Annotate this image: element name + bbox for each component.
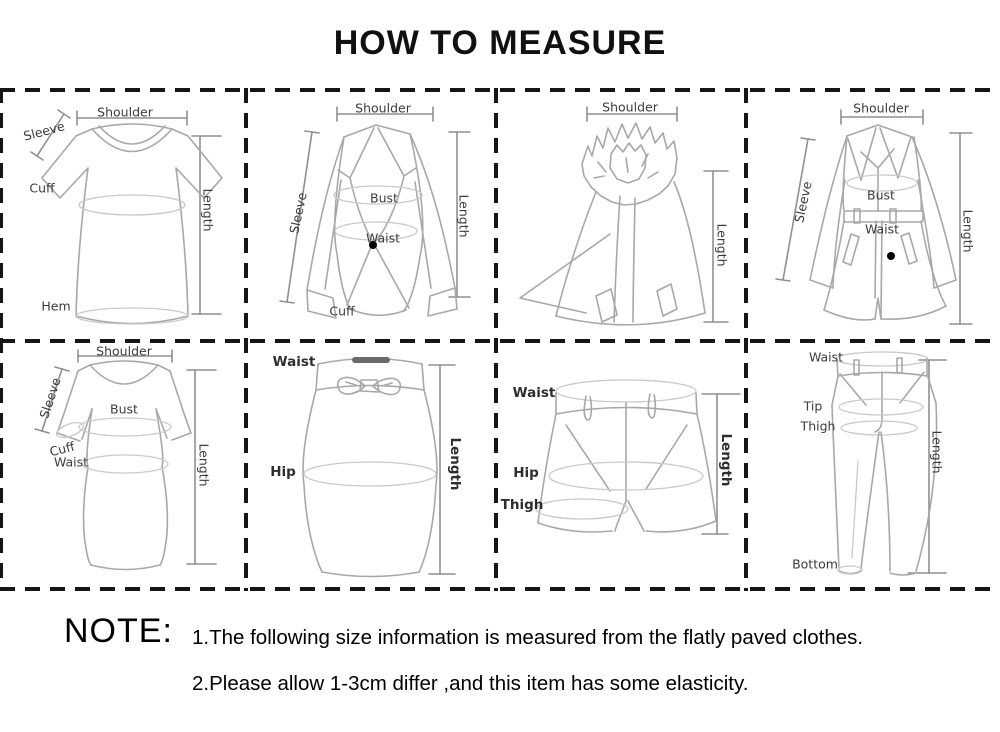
grid-line-left	[0, 88, 3, 591]
label-length: Length	[456, 194, 472, 238]
panel-pants	[748, 343, 1000, 587]
label-waist: Waist	[512, 385, 556, 401]
label-shoulder: Shoulder	[97, 104, 153, 120]
label-sleeve: Sleeve	[791, 179, 815, 225]
label-thigh: Thigh	[500, 497, 544, 513]
label-sleeve: Sleeve	[286, 190, 310, 236]
label-waist: Waist	[365, 230, 401, 246]
label-waist: Waist	[53, 454, 89, 470]
label-length: Length	[714, 223, 730, 267]
label-thigh: Thigh	[800, 418, 836, 434]
label-length: Length	[200, 188, 216, 232]
panel-blazer	[248, 92, 494, 339]
label-waist: Waist	[864, 221, 900, 237]
note-line-1: 1.The following size information is measured from the flatly paved clothes.	[192, 626, 864, 649]
label-tip: Tip	[803, 398, 823, 414]
grid-line-bottom	[0, 587, 1000, 591]
panel-dress	[4, 343, 244, 587]
panel-tshirt	[4, 92, 244, 339]
label-shoulder: Shoulder	[355, 100, 411, 116]
label-cuff: Cuff	[29, 180, 55, 196]
label-waist: Waist	[808, 349, 844, 365]
label-hem: Hem	[41, 298, 71, 314]
panel-fur-cape	[498, 92, 744, 339]
page-title: HOW TO MEASURE	[333, 24, 667, 62]
panel-shorts	[498, 343, 744, 587]
label-hip: Hip	[270, 464, 296, 480]
pants-outline	[832, 352, 937, 575]
tshirt-outline	[42, 124, 222, 324]
blazer-outline	[307, 125, 457, 318]
label-shoulder: Shoulder	[853, 100, 909, 116]
cape-outline	[520, 123, 705, 325]
skirt-outline	[303, 357, 437, 577]
label-length: Length	[447, 437, 463, 491]
pants-drawing	[748, 343, 1000, 587]
label-bust: Bust	[867, 187, 895, 203]
label-shoulder: Shoulder	[96, 343, 152, 359]
label-length: Length	[196, 443, 212, 487]
fur-cape-drawing	[498, 92, 744, 339]
label-cuff: Cuff	[47, 438, 77, 460]
note-line-2: 2.Please allow 1-3cm differ ,and this item has some elasticity.	[192, 672, 749, 695]
panel-skirt	[248, 343, 494, 587]
panel-trench-coat	[748, 92, 1000, 339]
label-length: Length	[960, 209, 976, 253]
label-sleeve: Sleeve	[36, 375, 64, 421]
note-heading: NOTE:	[64, 612, 173, 650]
label-sleeve: Sleeve	[21, 118, 67, 144]
label-shoulder: Shoulder	[602, 99, 658, 115]
label-hip: Hip	[513, 465, 539, 481]
label-bottom: Bottom	[792, 556, 838, 572]
label-cuff: Cuff	[329, 303, 355, 319]
shorts-outline	[536, 380, 716, 532]
label-length: Length	[718, 433, 734, 487]
label-waist: Waist	[272, 354, 316, 370]
label-bust: Bust	[370, 190, 398, 206]
label-length: Length	[929, 430, 945, 474]
label-bust: Bust	[110, 401, 138, 417]
